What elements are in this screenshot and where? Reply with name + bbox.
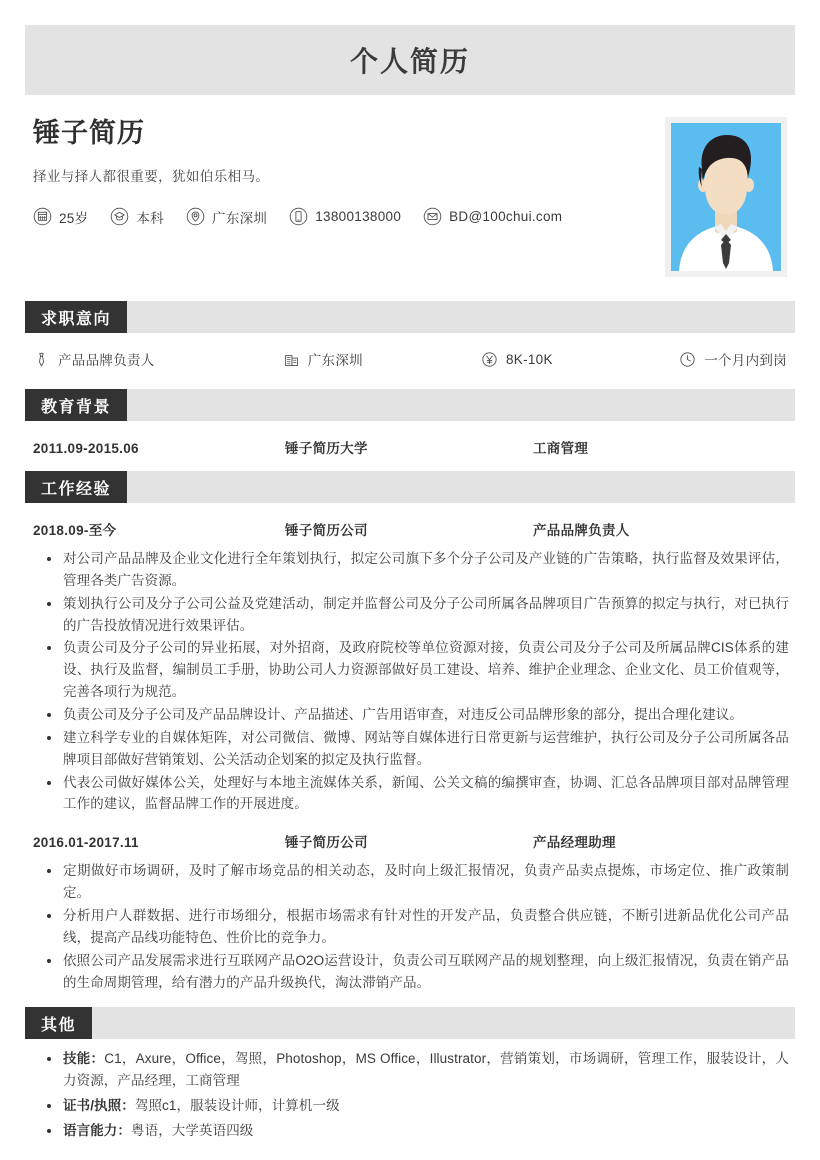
graduation-cap-icon bbox=[110, 207, 129, 226]
education-major: 工商管理 bbox=[533, 441, 589, 456]
job-intent-availability-text: 一个月内到岗 bbox=[704, 353, 787, 368]
contact-education-text: 本科 bbox=[136, 210, 165, 226]
list-item bbox=[47, 1048, 789, 1092]
list-item bbox=[47, 1120, 789, 1142]
section-header-education bbox=[25, 389, 795, 421]
section-tab-other: 其他 bbox=[25, 1007, 92, 1039]
list-item bbox=[47, 1095, 789, 1117]
work-entry-header bbox=[25, 519, 795, 539]
list-item: 建立科学专业的自媒体矩阵，对公司微信、微博、网站等自媒体进行日常更新与运营维护，执行公司及分子公司所属各品牌项目部做好营销策划、公关活动企划案的拟定及执行监督。 bbox=[47, 727, 789, 771]
avatar-illustration bbox=[671, 123, 781, 271]
contact-item-phone bbox=[289, 207, 401, 226]
other-list bbox=[25, 1048, 795, 1141]
clock-icon bbox=[679, 351, 696, 368]
yen-icon bbox=[481, 351, 498, 368]
job-intent-row bbox=[25, 333, 795, 375]
education-school: 锤子简历大学 bbox=[285, 441, 368, 456]
contact-age-text: 25岁 bbox=[59, 210, 89, 226]
job-intent-position-text: 产品品牌负责人 bbox=[58, 353, 155, 368]
section-tab-work: 工作经验 bbox=[25, 471, 127, 503]
list-item: 分析用户人群数据、进行市场细分，根据市场需求有针对性的开发产品，负责整合供应链，不断引进新品优化公司产品线，提高产品线功能特色、性价比的竞争力。 bbox=[47, 905, 789, 949]
work-entry-header bbox=[25, 831, 795, 851]
work-role: 产品经理助理 bbox=[533, 835, 616, 851]
list-item: 依照公司产品发展需求进行互联网产品O2O运营设计，负责公司互联网产品的规划整理，向上级汇报情况，负责在销产品的生命周期管理，给有潜力的产品升级换代，淘汰滞销产品。 bbox=[47, 950, 789, 994]
work-date: 2016.01-2017.11 bbox=[33, 835, 139, 851]
phone-icon bbox=[289, 207, 308, 226]
job-intent-salary-text: 8K-10K bbox=[505, 351, 553, 367]
work-date: 2018.09-至今 bbox=[33, 523, 117, 538]
document-title-banner bbox=[25, 25, 795, 95]
contact-item-education bbox=[110, 207, 164, 227]
list-item: 负责公司及分子公司的异业拓展，对外招商，及政府院校等单位资源对接，负责公司及分子公司及所属品牌CIS体系的建设、执行及监督，编制员工手册，协助公司人力资源部做好员工建设、培养、维护企业理念、企业文化、员工价值观等，完善各项行为规范。 bbox=[47, 637, 789, 703]
education-date: 2011.09-2015.06 bbox=[33, 441, 139, 456]
location-pin-icon bbox=[186, 207, 205, 226]
education-entry bbox=[25, 437, 795, 457]
necktie-icon bbox=[33, 351, 50, 368]
person-tagline: 择业与择人都很重要，犹如伯乐相马。 bbox=[33, 168, 270, 184]
identity-left bbox=[33, 117, 665, 227]
section-header-other bbox=[25, 1007, 795, 1039]
list-item: 代表公司做好媒体公关，处理好与本地主流媒体关系，新闻、公关文稿的编撰审查，协调、汇总各品牌项目部对品牌管理工作的建议，监督品牌工作的开展进度。 bbox=[47, 772, 789, 816]
work-role: 产品品牌负责人 bbox=[533, 523, 630, 538]
section-tab-education: 教育背景 bbox=[25, 389, 127, 421]
contact-phone-text: 13800138000 bbox=[315, 209, 402, 225]
job-intent-salary bbox=[481, 351, 679, 368]
section-header-work bbox=[25, 471, 795, 503]
contact-location-text: 广东深圳 bbox=[212, 210, 268, 226]
work-company: 锤子简历公司 bbox=[285, 523, 368, 538]
contact-row bbox=[33, 207, 665, 227]
other-languages-value: 粤语，大学英语四级 bbox=[131, 1123, 254, 1139]
list-item: 负责公司及分子公司及产品品牌设计、产品描述、广告用语审查，对违反公司品牌形象的部分，提出合理化建议。 bbox=[47, 704, 789, 726]
person-name: 锤子简历 bbox=[33, 118, 145, 148]
other-certificates-label: 证书/执照： bbox=[63, 1098, 135, 1114]
job-intent-availability bbox=[679, 349, 787, 369]
section-tab-job-intent: 求职意向 bbox=[25, 301, 127, 333]
contact-item-age bbox=[33, 207, 88, 227]
other-certificates-value: 驾照c1，服装设计师，计算机一级 bbox=[134, 1098, 340, 1114]
envelope-icon bbox=[423, 207, 442, 226]
calendar-icon bbox=[33, 207, 52, 226]
identity-block bbox=[25, 95, 795, 287]
list-item: 对公司产品品牌及企业文化进行全年策划执行，拟定公司旗下多个分子公司及产业链的广告策略，执行监督及效果评估，管理各类广告资源。 bbox=[47, 548, 789, 592]
list-item: 策划执行公司及分子公司公益及党建活动，制定并监督公司及分子公司所属各品牌项目广告预算的拟定与执行，对已执行的广告投放情况进行效果评估。 bbox=[47, 593, 789, 637]
page-title: 个人简历 bbox=[349, 46, 470, 77]
profile-photo bbox=[665, 117, 787, 277]
work-company: 锤子简历公司 bbox=[285, 835, 368, 851]
other-languages-label: 语言能力： bbox=[63, 1123, 131, 1139]
contact-email-text: BD@100chui.com bbox=[449, 209, 563, 225]
contact-item-location bbox=[186, 207, 267, 227]
other-skills-value: C1，Axure，Office，驾照，Photoshop，MS Office，Illustrator，营销策划，市场调研，管理工作，服装设计，人力资源，产品经理，工商管理 bbox=[63, 1051, 789, 1089]
building-icon bbox=[283, 351, 300, 368]
list-item: 定期做好市场调研，及时了解市场竞品的相关动态，及时向上级汇报情况，负责产品卖点提炼，市场定位、推广政策制定。 bbox=[47, 860, 789, 904]
other-skills-label: 技能： bbox=[63, 1051, 105, 1067]
job-intent-location bbox=[283, 349, 481, 369]
work-bullets bbox=[25, 860, 795, 993]
job-intent-position bbox=[33, 349, 283, 369]
section-header-job-intent bbox=[25, 301, 795, 333]
work-bullets bbox=[25, 548, 795, 815]
job-intent-location-text: 广东深圳 bbox=[307, 353, 363, 368]
contact-item-email bbox=[423, 207, 562, 226]
